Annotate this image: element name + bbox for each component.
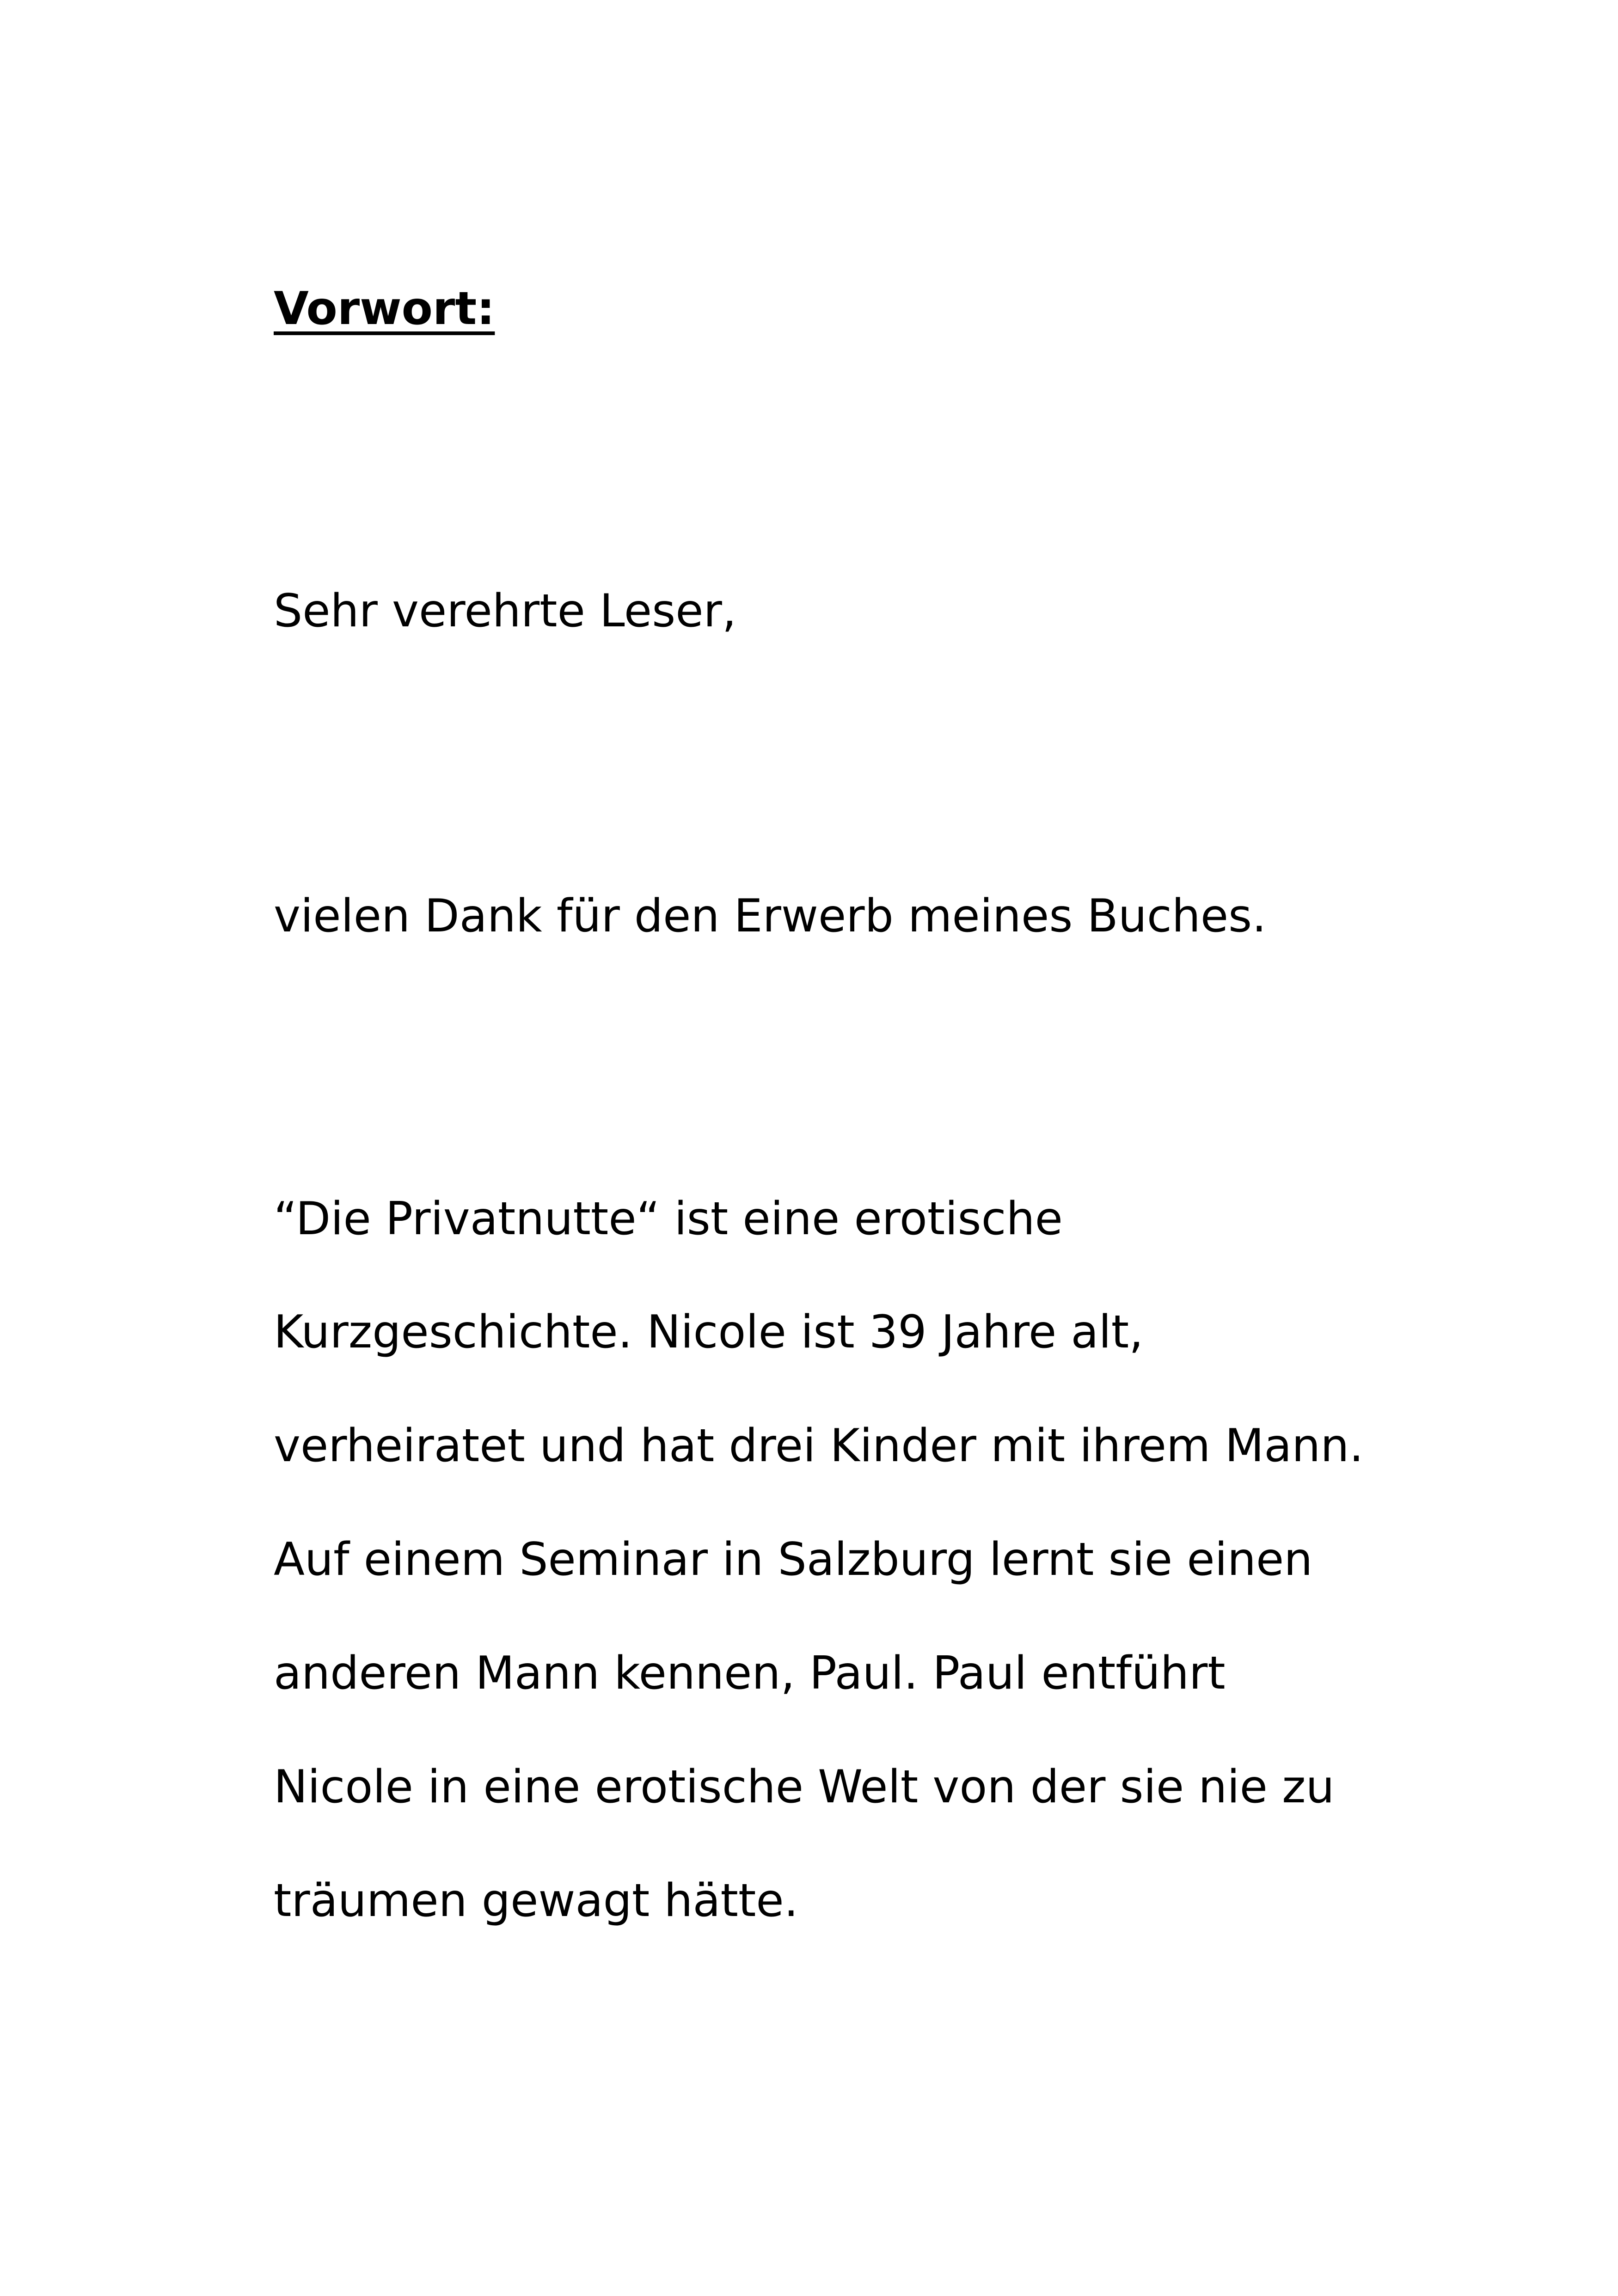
paragraph-line: verheiratet und hat drei Kinder mit ihrem Mann. [274,1420,1364,1472]
paragraph-line: Auf einem Seminar in Salzburg lernt sie einen [274,1533,1313,1586]
paragraph-line: “Die Privatnutte“ ist eine erotische [274,1193,1063,1245]
paragraph-line: träumen gewagt hätte. [274,1874,798,1927]
page-title: Vorwort: [274,282,495,335]
paragraph-line: Nicole in eine erotische Welt von der sie nie zu [274,1761,1335,1813]
paragraph-line: Kurzgeschichte. Nicole ist 39 Jahre alt, [274,1306,1144,1359]
paragraph-line: anderen Mann kennen, Paul. Paul entführt [274,1647,1226,1700]
thanks-text: vielen Dank für den Erwerb meines Buches. [274,890,1267,943]
salutation-text: Sehr verehrte Leser, [274,585,737,637]
